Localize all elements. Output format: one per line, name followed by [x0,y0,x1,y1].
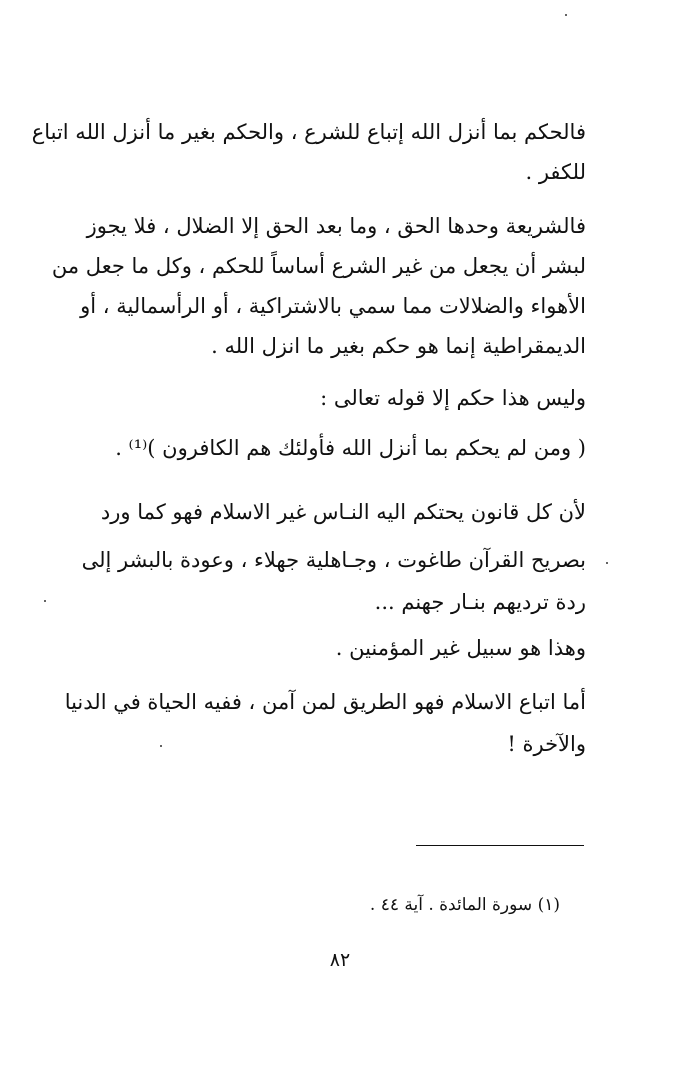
paragraph-2-line-1: فالشريعة وحدها الحق ، وما بعد الحق إلا الضلال ، فلا يجوز [86,214,586,238]
page-number: ٨٢ [329,949,351,971]
footnote: (١) سورة المائدة . آية ٤٤ . [369,895,560,915]
paragraph-1-line-1: فالحكم بما أنزل الله إتباع للشرع ، والحكم بغير ما أنزل الله اتباع [31,120,586,144]
footnote-separator [416,845,584,846]
paragraph-6-line-1: أما اتباع الاسلام فهو الطريق لمن آمن ، ففيه الحياة في الدنيا [64,690,586,714]
scan-speck [606,562,608,564]
scan-speck [565,14,567,16]
scan-speck [160,745,162,747]
paragraph-4-line-2: بصريح القرآن طاغوت ، وجـاهلية جهلاء ، وعودة بالبشر إلى [81,548,586,572]
paragraph-5-line-1: وهذا هو سبيل غير المؤمنين . [335,636,586,660]
paragraph-2-line-2: لبشر أن يجعل من غير الشرع أساساً للحكم ، وكل ما جعل من [51,254,586,278]
paragraph-4-line-3: ردة ترديهم بنـار جهنم ... [374,590,586,614]
paragraph-2-line-4: الديمقراطية إنما هو حكم بغير ما انزل الله . [211,334,586,358]
paragraph-4-line-1: لأن كل قانون يحتكم اليه النـاس غير الاسلام فهو كما ورد [100,500,586,524]
scan-speck [44,600,46,602]
paragraph-6-line-2: والآخرة ! [507,732,586,756]
paragraph-2-line-3: الأهواء والضلالات مما سمي بالاشتراكية ، أو الرأسمالية ، أو [80,294,586,318]
paragraph-3-line-1: وليس هذا حكم إلا قوله تعالى : [320,386,586,410]
quran-verse: ( ومن لم يحكم بما أنزل الله فأولئك هم الكافرون )⁽¹⁾ . [115,436,586,460]
paragraph-1-line-2: للكفر . [525,160,586,184]
